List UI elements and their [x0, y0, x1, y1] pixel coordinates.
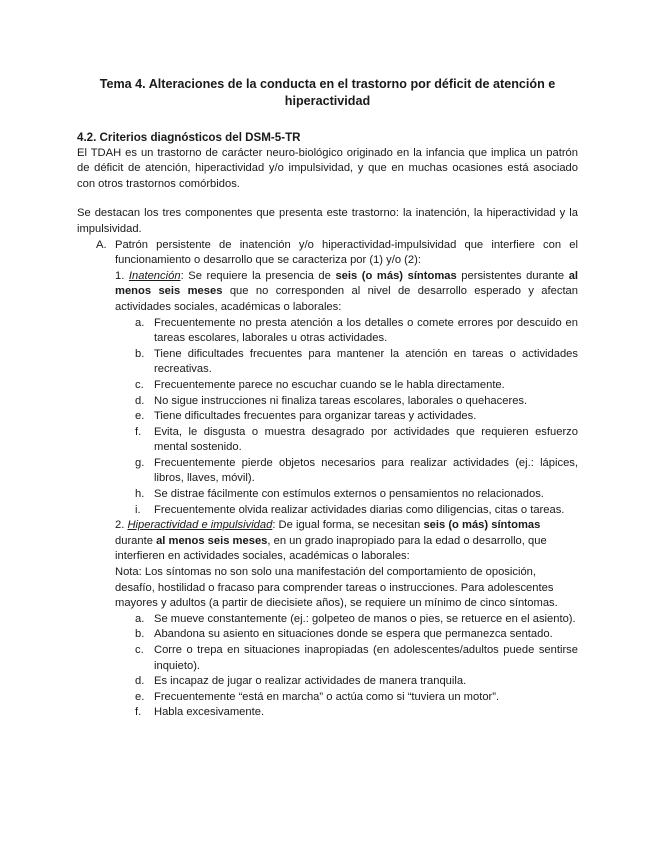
list-item	[135, 612, 578, 628]
list-item-text: Frecuentemente olvida realizar actividades diarias como diligencias, citas o tareas.	[154, 503, 565, 516]
part1-bold-duration: al menos seis meses	[115, 269, 579, 298]
page-title: Tema 4. Alteraciones de la conducta en el trastorno por déficit de atención e hiperactividad	[99, 77, 556, 108]
list-item-text: Tiene dificultades frecuentes para organizar tareas y actividades.	[154, 410, 477, 423]
list-item-text: Evita, le disgusta o muestra desagrado por actividades que requieren esfuerzo mental sostenido.	[154, 425, 578, 454]
list-item	[135, 425, 578, 456]
list-item-label: a.	[135, 316, 145, 329]
intro-paragraph: El TDAH es un trastorno de carácter neuro-biológico originado en la infancia que implica un patrón de déficit de atención, hiperactividad y/o impulsividad, y que en muchas ocasiones está asociado con otros trastornos comórbidos.	[77, 146, 578, 190]
list-item-text: Se mueve constantemente (ej.: golpeteo de manos o pies, se retuerce en el asiento).	[154, 612, 576, 625]
list-item-text: Es incapaz de jugar o realizar actividades de manera tranquila.	[154, 675, 467, 688]
part2-paragraph	[115, 518, 578, 565]
list-item	[135, 394, 578, 410]
part1-term: Inatención	[128, 269, 181, 282]
list-item-text: Frecuentemente pierde objetos necesarios para realizar actividades (ej.: lápices, libros, llaves, móvil).	[154, 456, 578, 485]
list-item-text: Corre o trepa en situaciones inapropiadas (en adolescentes/adultos puede sentirse inquieto).	[154, 644, 578, 672]
criterion-a-label: A.	[96, 238, 107, 251]
list-item-label: c.	[135, 378, 144, 391]
list-item-text: Frecuentemente no presta atención a los detalles o comete errores por descuido en tareas escolares, laborales u otras actividades.	[154, 316, 578, 345]
inattention-list	[135, 316, 578, 519]
list-item	[135, 378, 578, 394]
list-item-text: Frecuentemente parece no escuchar cuando se le habla directamente.	[154, 378, 505, 391]
part2-number: 2.	[115, 519, 125, 532]
list-item	[135, 347, 578, 378]
list-item-text: Habla excesivamente.	[154, 706, 265, 719]
part1-lead: : Se requiere la presencia de	[180, 269, 336, 282]
part2-bold-symptoms: seis (o más) síntomas	[423, 519, 541, 532]
list-item	[135, 674, 578, 690]
list-item	[135, 316, 578, 347]
list-item-text: Frecuentemente “está en marcha” o actúa como si “tuviera un motor”.	[154, 690, 500, 703]
part2-bold-duration: al menos seis meses	[156, 534, 268, 547]
document-page	[77, 76, 578, 721]
list-item	[135, 409, 578, 425]
list-item-label: e.	[135, 410, 145, 423]
list-item	[135, 456, 578, 487]
list-item	[135, 690, 578, 706]
list-item-text: No sigue instrucciones ni finaliza tareas escolares, laborales o quehaceres.	[154, 394, 528, 407]
list-item-label: a.	[135, 612, 145, 625]
list-item	[135, 643, 578, 674]
part2-mid: durante	[115, 534, 157, 547]
list-item-label: f.	[135, 706, 142, 719]
part1-paragraph	[115, 269, 578, 316]
list-item-label: c.	[135, 644, 144, 656]
list-item-label: d.	[135, 394, 145, 407]
list-item-label: f.	[135, 425, 142, 438]
section-heading: 4.2. Criterios diagnósticos del DSM-5-TR	[77, 131, 301, 144]
list-item-label: b.	[135, 347, 145, 360]
list-item-label: b.	[135, 628, 145, 641]
part2-term: Hiperactividad e impulsividad	[127, 519, 273, 532]
list-item-text: Tiene dificultades frecuentes para mantener la atención en tareas o actividades recreativas.	[154, 347, 578, 376]
list-item	[135, 487, 578, 503]
part1-number: 1.	[115, 269, 125, 282]
list-item-text: Abandona su asiento en situaciones donde se espera que permanezca sentado.	[154, 628, 553, 641]
list-item	[135, 627, 578, 643]
list-item	[135, 705, 578, 721]
components-paragraph: Se destacan los tres componentes que presenta este trastorno: la inatención, la hiperactividad y la impulsividad.	[77, 207, 578, 235]
list-item-label: i.	[135, 503, 141, 516]
criterion-a-text: Patrón persistente de inatención y/o hiperactividad-impulsividad que interfiere con el funcionamiento o desarrollo que se caracteriza por (1) y/o (2):	[115, 238, 578, 267]
part2-lead: : De igual forma, se necesitan	[272, 519, 424, 532]
list-item-label: e.	[135, 690, 145, 703]
part1-mid: persistentes durante	[456, 269, 569, 282]
list-item-label: d.	[135, 675, 145, 688]
list-item-label: h.	[135, 488, 145, 501]
hyperactivity-list	[135, 612, 578, 721]
list-item-label: g.	[135, 456, 145, 469]
list-item-text: Se distrae fácilmente con estímulos externos o pensamientos no relacionados.	[154, 488, 544, 501]
part2-note: Nota: Los síntomas no son solo una manifestación del comportamiento de oposición, desafío, hostilidad o fracaso para comprender tareas o instrucciones. Para adolescentes mayores y adultos (a partir de diecisiete años), se requiere un mínimo de cinco síntomas.	[115, 566, 558, 610]
part1-bold-symptoms: seis (o más) síntomas	[335, 269, 457, 282]
part1-tail: que no corresponden al nivel de desarrollo esperado y afectan actividades sociales, académicas o laborales:	[115, 285, 578, 313]
part2-tail: , en un grado inapropiado para la edad o desarrollo, que interfieren en actividades sociales, académicas o laborales:	[115, 534, 547, 563]
list-item	[135, 503, 578, 519]
criterion-a	[96, 238, 578, 721]
